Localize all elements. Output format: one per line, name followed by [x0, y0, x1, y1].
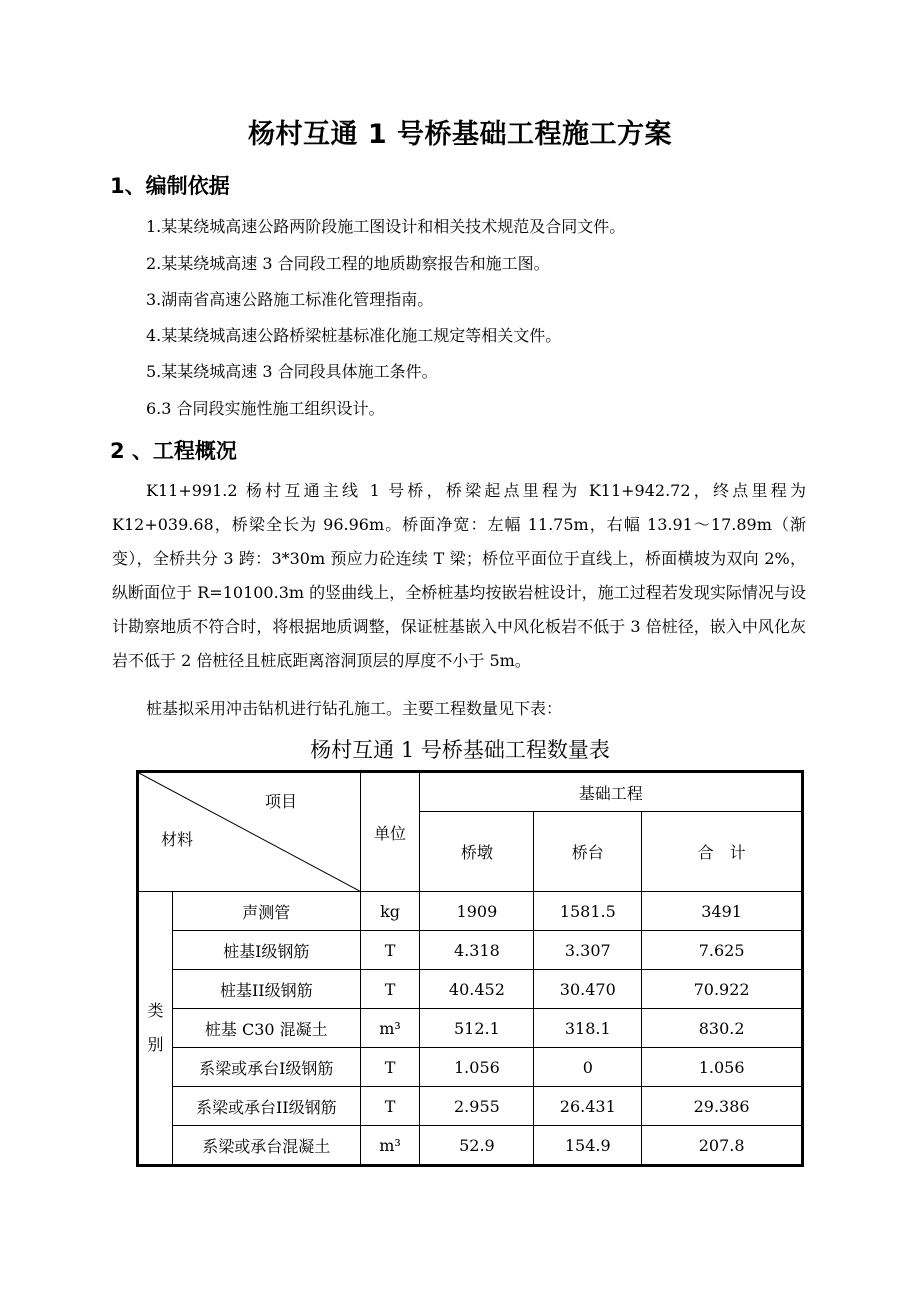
section-1-heading: 1、编制依据: [110, 174, 230, 198]
table-row: [139, 1087, 802, 1126]
row-abutment: 3.307: [534, 931, 642, 970]
document-title: 杨村互通 1 号桥基础工程施工方案: [247, 119, 673, 150]
row-name: 桩基Ⅰ级钢筋: [172, 931, 360, 970]
basis-item-3: 3.湖南省高速公路施工标准化管理指南。: [146, 290, 434, 309]
row-abutment: 30.470: [534, 970, 642, 1009]
row-pier: 40.452: [420, 970, 534, 1009]
row-pier: 52.9: [420, 1126, 534, 1165]
row-total: 3491: [642, 892, 802, 931]
row-abutment: 318.1: [534, 1009, 642, 1048]
header-abutment: 桥台: [534, 812, 642, 892]
row-abutment: 26.431: [534, 1087, 642, 1126]
project-overview-paragraph: K11+991.2 杨村互通主线 1 号桥，桥梁起点里程为 K11+942.72，终点里程为K12+039.68，桥梁全长为 96.96m。桥面净宽：左幅 11.75m，右幅 13.91～17.89m（渐变），全桥共分 3 跨：3*30m 预应力砼连续 T 梁；桥位平面位于直线上，桥面横坡为双向 2%，纵断面位于 R=10100.3m 的竖曲线上，全桥桩基均按嵌岩桩设计，施工过程若发现实际情况与设计勘察地质不符合时，将根据地质调整，保证桩基嵌入中风化板岩不低于 3 倍桩径，嵌入中风化灰岩不低于 2 倍桩径且桩底距离溶洞顶层的厚度不小于 5m。: [112, 481, 806, 670]
row-name: 桩基 C30 混凝土: [172, 1009, 360, 1048]
row-name: 系梁或承台II级钢筋: [172, 1087, 360, 1126]
basis-item-6: 6.3 合同段实施性施工组织设计。: [146, 399, 385, 418]
row-total: 7.625: [642, 931, 802, 970]
row-abutment: 1581.5: [534, 892, 642, 931]
row-name: 系梁或承台混凝土: [172, 1126, 360, 1165]
category-cell: [139, 892, 173, 1165]
row-name: 声测管: [172, 892, 360, 931]
section-2-heading: 2 、工程概况: [110, 439, 237, 463]
header-total: 合 计: [642, 812, 802, 892]
row-pier: 4.318: [420, 931, 534, 970]
header-diagonal-cell: [139, 773, 361, 892]
header-material-label: 材料: [161, 830, 194, 849]
table-row: [139, 1048, 802, 1087]
basis-item-5: 5.某某绕城高速 3 合同段具体施工条件。: [146, 362, 438, 381]
table-row: [139, 892, 802, 931]
row-abutment: 0: [534, 1048, 642, 1087]
row-pier: 512.1: [420, 1009, 534, 1048]
row-pier: 1909: [420, 892, 534, 931]
row-total: 29.386: [642, 1087, 802, 1126]
header-group: 基础工程: [420, 773, 802, 812]
row-total: 70.922: [642, 970, 802, 1009]
row-unit: T: [360, 970, 420, 1009]
header-item-label: 项目: [265, 792, 298, 811]
basis-item-1: 1.某某绕城高速公路两阶段施工图设计和相关技术规范及合同文件。: [146, 217, 626, 236]
table-caption: 杨村互通 1 号桥基础工程数量表: [310, 738, 610, 762]
row-pier: 1.056: [420, 1048, 534, 1087]
table-row: [139, 1009, 802, 1048]
row-name: 桩基II级钢筋: [172, 970, 360, 1009]
table-row: [139, 1126, 802, 1165]
row-abutment: 154.9: [534, 1126, 642, 1165]
row-unit: m³: [360, 1126, 420, 1165]
category-label: 类别: [147, 1001, 164, 1054]
row-unit: T: [360, 1048, 420, 1087]
row-unit: T: [360, 1087, 420, 1126]
row-name: 系梁或承台Ⅰ级钢筋: [172, 1048, 360, 1087]
header-pier: 桥墩: [420, 812, 534, 892]
row-unit: kg: [360, 892, 420, 931]
row-total: 207.8: [642, 1126, 802, 1165]
quantity-table: [138, 772, 802, 1165]
drilling-note: 桩基拟采用冲击钻机进行钻孔施工。主要工程数量见下表：: [146, 699, 563, 718]
basis-item-4: 4.某某绕城高速公路桥梁桩基标准化施工规定等相关文件。: [146, 326, 562, 345]
table-row: [139, 970, 802, 1009]
table-row: [139, 931, 802, 970]
row-total: 1.056: [642, 1048, 802, 1087]
row-pier: 2.955: [420, 1087, 534, 1126]
row-unit: T: [360, 931, 420, 970]
basis-item-2: 2.某某绕城高速 3 合同段工程的地质勘察报告和施工图。: [146, 254, 550, 273]
row-total: 830.2: [642, 1009, 802, 1048]
header-unit: 单位: [360, 773, 420, 892]
row-unit: m³: [360, 1009, 420, 1048]
